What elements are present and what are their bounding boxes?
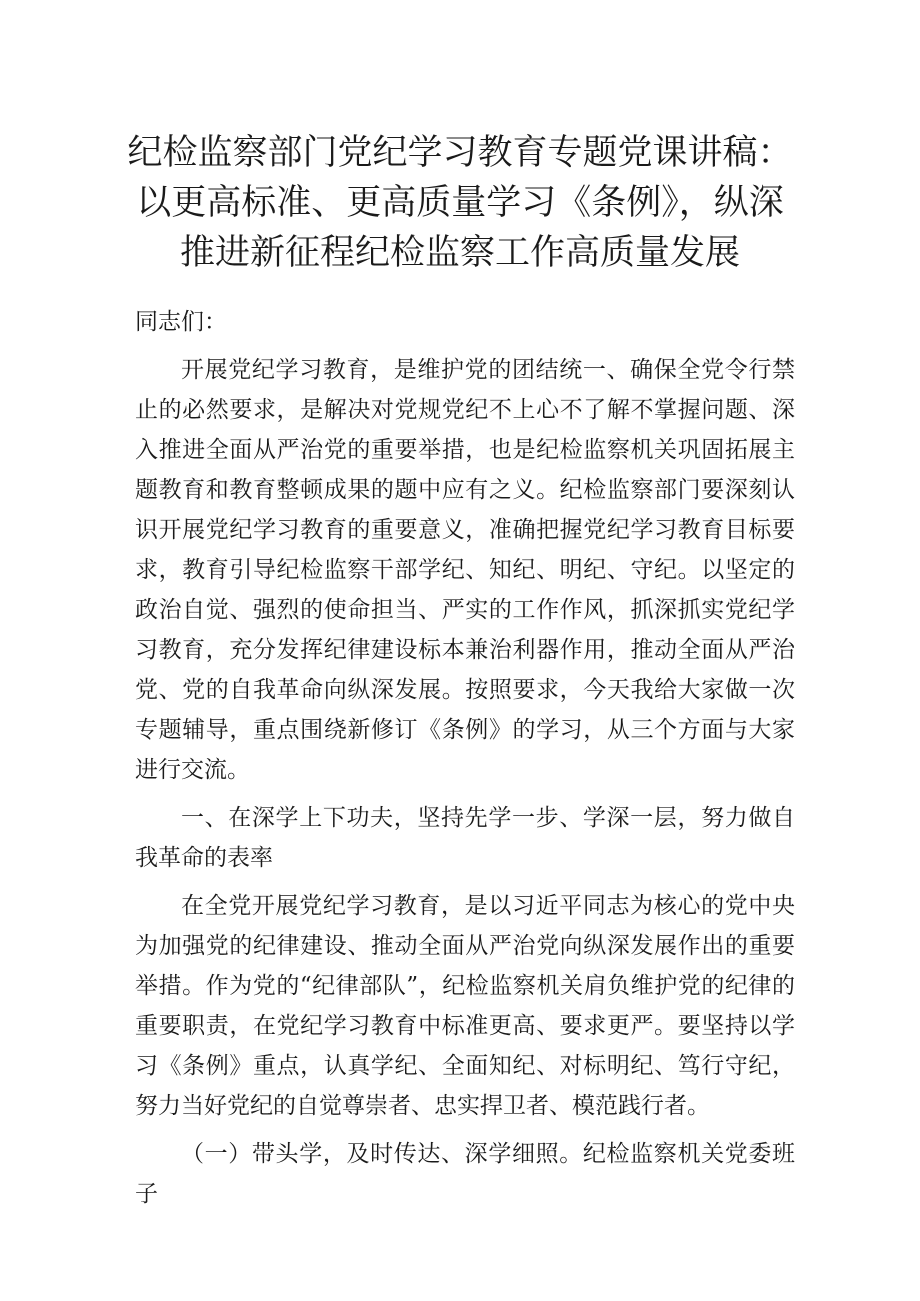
title-line-2: 以更高标准、更高质量学习《条例》，纵深 bbox=[136, 183, 784, 223]
paragraph-section-1: 在全党开展党纪学习教育，是以习近平同志为核心的党中央为加强党的纪律建设、推动全面从严治党向纵深发展作出的重要举措。作为党的“纪律部队”，纪检监察机关肩负维护党的纪律的重要职责，在党纪学习教育中标准更高、要求更严。要坚持以学习《条例》重点，认真学纪、全面知纪、对标明纪、笃行守纪，努力当好党纪的自觉尊崇者、忠实捍卫者、模范践行者。 bbox=[135, 893, 795, 1119]
title-line-1: 纪检监察部门党纪学习教育专题党课讲稿： bbox=[127, 133, 793, 173]
sub-heading-1: （一）带头学，及时传达、深学细照。纪检监察机关党委班子 bbox=[135, 1141, 795, 1207]
document-body bbox=[135, 302, 795, 1214]
section-heading-1: 一、在深学上下功夫，坚持先学一步、学深一层，努力做自我革命的表率 bbox=[135, 805, 795, 871]
title-line-3: 推进新征程纪检监察工作高质量发展 bbox=[179, 233, 740, 273]
salutation: 同志们： bbox=[135, 309, 227, 335]
paragraph-intro: 开展党纪学习教育，是维护党的团结统一、确保全党令行禁止的必然要求，是解决对党规党纪不上心不了解不掌握问题、深入推进全面从严治党的重要举措，也是纪检监察机关巩固拓展主题教育和教育整顿成果的题中应有之义。纪检监察部门要深刻认识开展党纪学习教育的重要意义，准确把握党纪学习教育目标要求，教育引导纪检监察干部学纪、知纪、明纪、守纪。以坚定的政治自觉、强烈的使命担当、严实的工作作风，抓深抓实党纪学习教育，充分发挥纪律建设标本兼治利器作用，推动全面从严治党、党的自我革命向纵深发展。按照要求，今天我给大家做一次专题辅导，重点围绕新修订《条例》的学习，从三个方面与大家进行交流。 bbox=[135, 357, 795, 783]
document-title bbox=[60, 128, 860, 278]
